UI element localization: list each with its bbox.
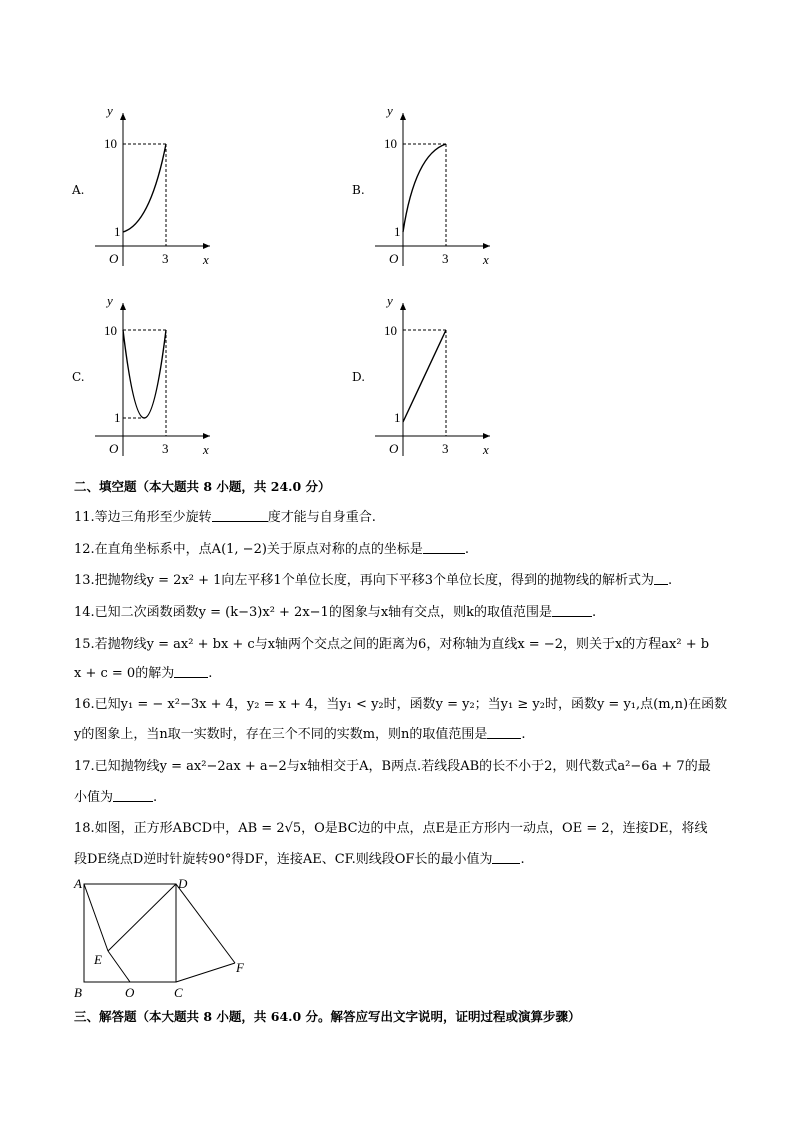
point-e-label: E [94, 952, 102, 967]
question-11 [74, 509, 376, 527]
question-18-line-1: 18.如图，正方形ABCD中，AB = 2√5，O是BC边的中点，点E是正方形内一动点，OE = 2，连接DE，将线 [74, 821, 708, 836]
question-18-line-2 [74, 851, 525, 869]
x-end-label: 3 [442, 251, 449, 266]
y-axis-label: y [107, 103, 113, 118]
q11-text: 11.等边三角形至少旋转 [74, 510, 212, 525]
point-o-label: O [125, 985, 135, 1000]
option-c-label: C. [72, 370, 85, 384]
x-end-label: 3 [162, 251, 169, 266]
y-start-label: 1 [114, 410, 121, 425]
y-start-label: 1 [394, 410, 401, 425]
q18-text: 段DE绕点D逆时针旋转90°得DF，连接AE、CF.则线段OF长的最小值为 [74, 852, 493, 867]
q15-tail: . [208, 666, 213, 681]
y-top-label: 10 [384, 323, 397, 338]
x-axis-label: x [203, 442, 209, 457]
point-a-label: A [74, 876, 82, 891]
y-start-label: 1 [394, 224, 401, 239]
y-start-label: 1 [114, 224, 121, 239]
y-top-label: 10 [104, 323, 117, 338]
q17-text: 小值为 [74, 790, 114, 805]
q15-text: x + c = 0的解为 [74, 666, 175, 681]
answer-blank[interactable] [654, 572, 668, 585]
question-14 [74, 604, 596, 622]
question-16-line-1: 16.已知y₁ = − x²−3x + 4，y₂ = x + 4，当y₁ < y₂时，函数y = y₂；当y₁ ≥ y₂时，函数y = y₁,点(m,n)在函数 [74, 697, 728, 712]
point-f-label: F [236, 960, 244, 975]
origin-label: O [389, 441, 399, 456]
option-c-graph [90, 288, 220, 467]
section-3-title: 三、解答题（本大题共 8 小题，共 64.0 分。解答应写出文字说明，证明过程或演算步骤） [74, 1009, 581, 1024]
x-axis-label: x [483, 442, 489, 457]
option-b-label: B. [352, 183, 365, 197]
answer-blank[interactable] [113, 789, 153, 802]
answer-blank[interactable] [552, 604, 592, 617]
question-15-line-2 [74, 665, 212, 683]
q17-tail: . [153, 790, 158, 805]
y-top-label: 10 [104, 136, 117, 151]
q14-tail: . [592, 605, 597, 620]
x-axis-label: x [203, 252, 209, 267]
answer-blank[interactable] [487, 726, 521, 739]
answer-blank[interactable] [212, 509, 268, 522]
x-axis-label: x [483, 252, 489, 267]
point-d-label: D [178, 876, 188, 891]
origin-label: O [109, 251, 119, 266]
question-15-line-1: 15.若抛物线y = ax² + bx + c与x轴两个交点之间的距离为6，对称轴为直线x = −2，则关于x的方程ax² + b [74, 637, 710, 652]
option-a-graph [90, 98, 220, 277]
q12-tail: . [464, 542, 470, 557]
question-17-line-1: 17.已知抛物线y = ax²−2ax + a−2与x轴相交于A，B两点.若线段AB的长不小于2，则代数式a²−6a + 7的最 [74, 759, 711, 774]
answer-blank[interactable] [492, 851, 520, 864]
x-end-label: 3 [442, 441, 449, 456]
answer-blank[interactable] [174, 665, 208, 678]
q11-tail: 度才能与自身重合. [267, 510, 376, 525]
question-12 [74, 541, 469, 559]
section-2-title: 二、填空题（本大题共 8 小题，共 24.0 分） [74, 479, 331, 494]
option-d-graph [370, 288, 500, 467]
question-13 [74, 572, 672, 590]
x-end-label: 3 [162, 441, 169, 456]
question-17-line-2 [74, 789, 157, 807]
answer-blank[interactable] [423, 541, 465, 554]
q12-text: 12.在直角坐标系中，点A(1, −2)关于原点对称的点的坐标是 [74, 542, 423, 557]
origin-label: O [389, 251, 399, 266]
y-axis-label: y [107, 293, 113, 308]
option-b-graph [370, 98, 500, 277]
y-top-label: 10 [384, 136, 397, 151]
origin-label: O [109, 441, 119, 456]
q16-text: y的图象上，当n取一实数时，存在三个不同的实数m，则n的取值范围是 [74, 727, 488, 742]
q18-tail: . [520, 852, 525, 867]
option-a-label: A. [72, 183, 85, 197]
option-d-label: D. [352, 370, 366, 384]
y-axis-label: y [387, 103, 393, 118]
figure-18-square [70, 876, 270, 1008]
q16-tail: . [521, 727, 526, 742]
y-axis-label: y [387, 293, 393, 308]
point-c-label: C [174, 985, 183, 1000]
point-b-label: B [74, 985, 82, 1000]
q13-text: 13.把抛物线y = 2x² + 1向左平移1个单位长度，再向下平移3个单位长度，得到的抛物线的解析式为 [74, 573, 654, 588]
question-16-line-2 [74, 726, 526, 744]
q14-text: 14.已知二次函数函数y = (k−3)x² + 2x−1的图象与x轴有交点，则k的取值范围是 [74, 605, 553, 620]
q13-tail: . [667, 573, 673, 588]
